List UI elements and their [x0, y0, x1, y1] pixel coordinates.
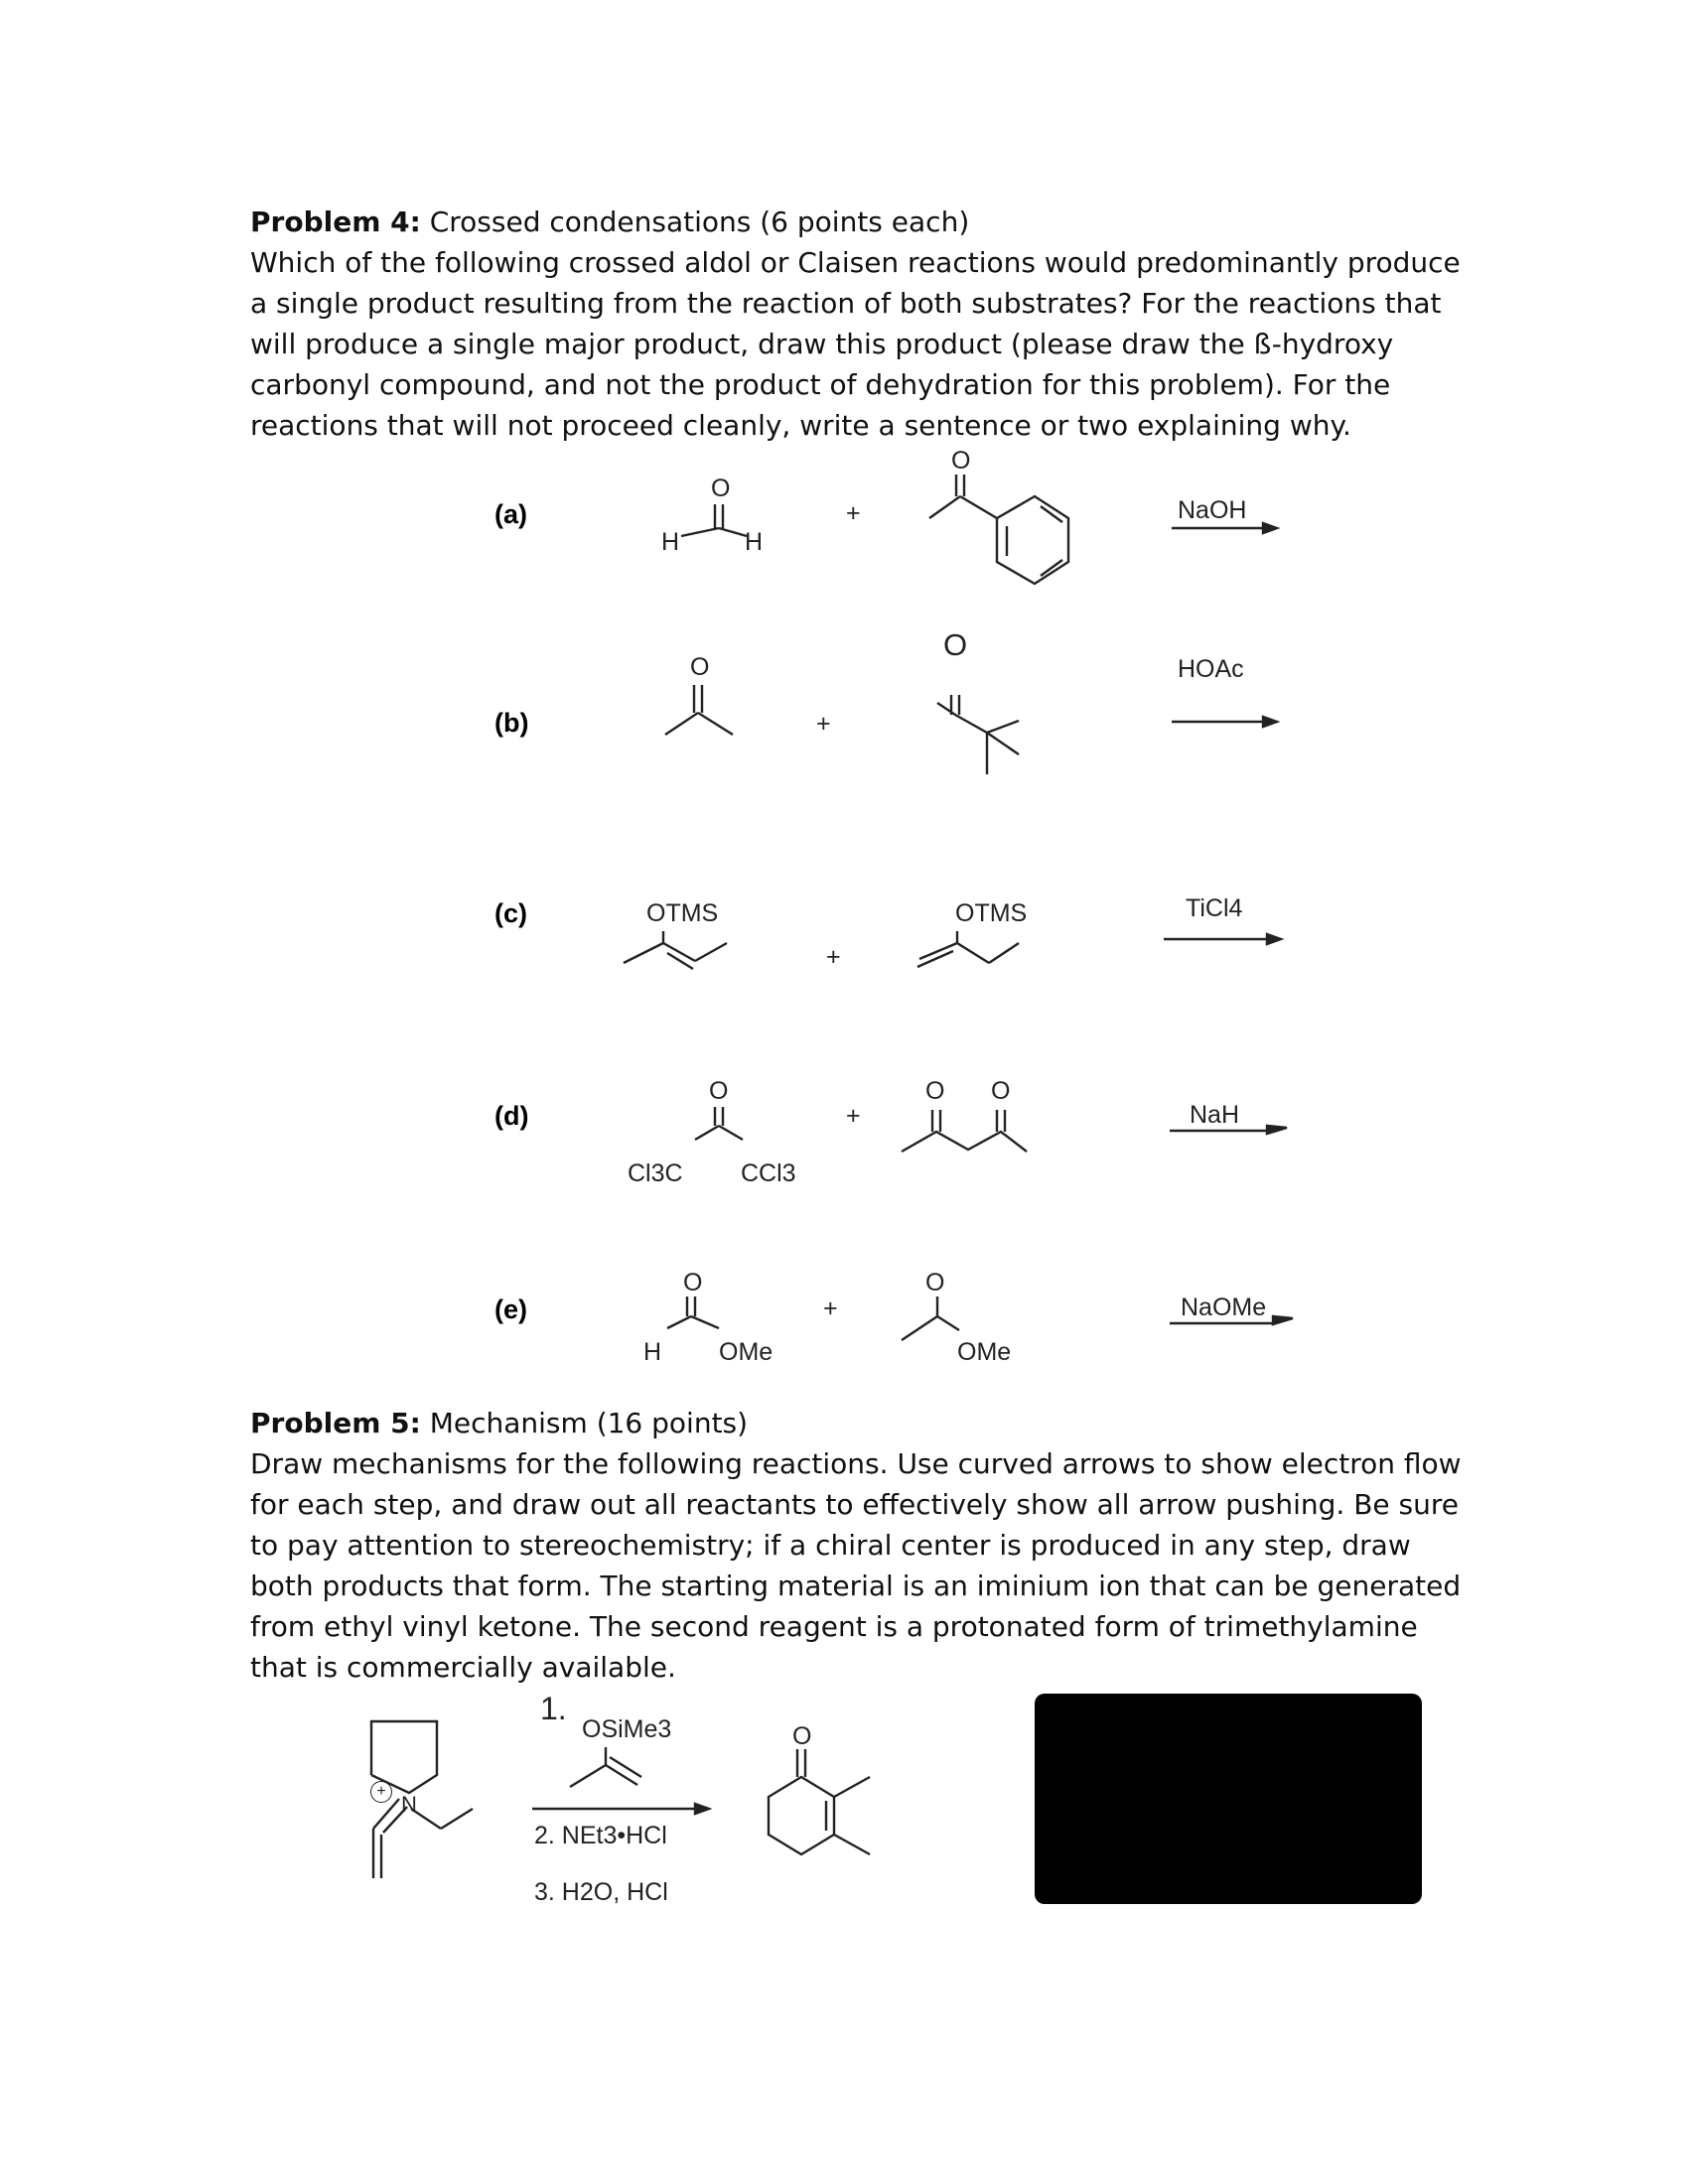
a-formaldehyde-structure	[681, 504, 747, 536]
a-acetophenone-structure	[929, 475, 1068, 584]
reaction-b-label: (b)	[494, 708, 529, 738]
reaction-e-label: (e)	[494, 1295, 527, 1324]
a-formaldehyde-oxygen: O	[711, 475, 731, 502]
d-hexachloroacetone-structure	[695, 1107, 743, 1140]
a-acetophenone-oxygen: O	[951, 447, 971, 475]
e-acetate-ome: OMe	[957, 1338, 1012, 1366]
e-reagent-naome: NaOMe	[1181, 1294, 1267, 1321]
e-formate-h: H	[643, 1338, 662, 1366]
p5-positive-charge: +	[370, 1781, 392, 1803]
c-reagent-ticl4: TiCl4	[1186, 894, 1243, 922]
reaction-arrows	[532, 523, 1293, 1814]
e-acetate-oxygen: O	[925, 1269, 945, 1297]
reaction-a-label: (a)	[494, 499, 527, 529]
p5-reagent-1: OSiMe3	[582, 1715, 672, 1743]
b-pinacolone-structure	[937, 695, 1019, 774]
d-acetylacetone-structure	[902, 1110, 1027, 1152]
p5-reagent-2: 2. NEt3•HCl	[534, 1822, 667, 1849]
reaction-c-label: (c)	[494, 898, 527, 928]
reaction-d-label: (d)	[494, 1101, 529, 1131]
c-silyl-enol-ether-1-structure	[624, 931, 727, 969]
problem-4-title: Problem 4:	[250, 205, 421, 238]
p5-silyl-enol-ether-structure	[570, 1747, 641, 1787]
d-diketone-oxygen-2: O	[991, 1077, 1011, 1105]
b-acetone-oxygen: O	[690, 653, 710, 681]
d-ccl3-group: CCl3	[741, 1160, 796, 1187]
c-silyl-enol-ether-1-label: OTMS	[646, 899, 719, 927]
c-silyl-enol-ether-2-structure	[917, 931, 1019, 967]
a-plus-sign: +	[846, 499, 861, 527]
b-reagent-hoac: HOAc	[1178, 655, 1244, 683]
a-reagent-naoh: NaOH	[1178, 496, 1247, 524]
p5-step-1-number: 1.	[540, 1691, 567, 1726]
d-ketone-oxygen: O	[709, 1077, 729, 1105]
c-plus-sign: +	[826, 943, 841, 971]
d-cl3c-group: Cl3C	[628, 1160, 683, 1187]
problem-4-subtitle: Crossed condensations (6 points each)	[429, 205, 970, 238]
problem-5-subtitle: Mechanism (16 points)	[429, 1407, 749, 1439]
problem-5-body: Draw mechanisms for the following reactions. Use curved arrows to show electron flow for each step, and draw out all reactants to effectively show all arrow pushing. Be sure to pay attention to stereochemistry; if a chiral center is produced in any step, draw both products that form. The starting material is an iminium ion that can be generated from ethyl vinyl ketone. The second reagent is a protonated form of trimethylamine that is commercially available.	[250, 1447, 1462, 1684]
a-formaldehyde-h2: H	[745, 528, 764, 556]
problem-5-title: Problem 5:	[250, 1407, 421, 1439]
p5-product-structure	[769, 1749, 870, 1854]
d-diketone-oxygen-1: O	[925, 1077, 945, 1105]
e-methyl-acetate-structure	[902, 1297, 959, 1340]
b-pinacolone-oxygen: O	[943, 627, 968, 662]
b-plus-sign: +	[816, 710, 831, 738]
b-acetone-structure	[665, 685, 733, 735]
c-silyl-enol-ether-2-label: OTMS	[955, 899, 1028, 927]
d-plus-sign: +	[846, 1102, 861, 1130]
p5-iminium-structure	[371, 1721, 473, 1878]
d-reagent-nah: NaH	[1190, 1101, 1240, 1129]
e-plus-sign: +	[823, 1295, 838, 1322]
e-formate-oxygen: O	[683, 1269, 703, 1297]
e-methyl-formate-structure	[667, 1297, 719, 1328]
p5-product-oxygen: O	[792, 1722, 812, 1750]
p5-reagent-3: 3. H2O, HCl	[534, 1878, 668, 1906]
p5-iminium-nitrogen: N	[401, 1792, 417, 1817]
a-formaldehyde-h1: H	[661, 528, 680, 556]
problem-4-body: Which of the following crossed aldol or Claisen reactions would predominantly produce a single product resulting from the reaction of both substrates? For the reactions that will produce a single major product, draw this product (please draw the ß-hydroxy carbonyl compound, and not the product of dehydration for this problem). For the reactions that will not proceed cleanly, write a sentence or two explaining why.	[250, 246, 1461, 442]
e-formate-ome: OMe	[719, 1338, 774, 1366]
